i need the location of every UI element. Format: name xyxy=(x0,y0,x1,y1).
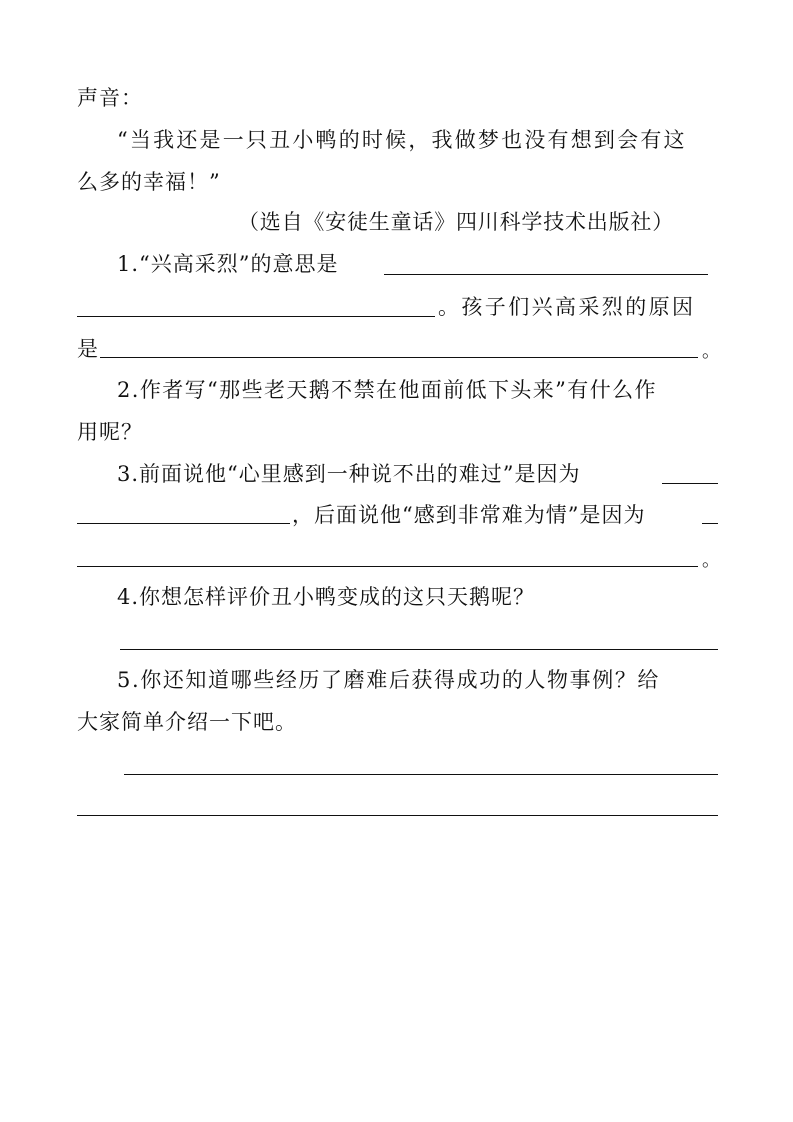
question-1-text: 1.“兴高采烈”的意思是 xyxy=(117,252,339,276)
question-4-answer-blank[interactable] xyxy=(120,649,718,650)
passage-line: 声音： xyxy=(77,86,143,110)
question-5-text: 大家简单介绍一下吧。 xyxy=(77,710,297,734)
passage-quote-line: “当我还是一只丑小鸭的时候，我做梦也没有想到会有这 xyxy=(117,128,687,152)
question-3-period: 。 xyxy=(702,550,720,571)
question-3-answer-blank-2[interactable] xyxy=(77,523,290,524)
question-1-answer-blank-3[interactable] xyxy=(100,357,698,358)
question-1-text: 。孩子们兴高采烈的原因 xyxy=(438,295,696,319)
question-1-period: 。 xyxy=(702,341,720,362)
question-3-answer-blank-3[interactable] xyxy=(702,523,718,524)
question-4-text: 4.你想怎样评价丑小鸭变成的这只天鹅呢？ xyxy=(117,585,536,609)
question-1-answer-blank-2[interactable] xyxy=(77,316,435,317)
question-3-answer-blank-1[interactable] xyxy=(662,483,718,484)
question-1-text: 是 xyxy=(77,337,99,361)
question-2-text: 用呢？ xyxy=(77,420,143,444)
question-5-text: 5.你还知道哪些经历了磨难后获得成功的人物事例？给 xyxy=(117,668,661,692)
question-3-text: 3.前面说他“心里感到一种说不出的难过”是因为 xyxy=(117,462,581,486)
question-5-answer-blank-1[interactable] xyxy=(124,774,718,775)
question-5-answer-blank-2[interactable] xyxy=(77,815,718,816)
question-1-answer-blank-1[interactable] xyxy=(384,274,708,275)
question-3-text: ，后面说他“感到非常难为情”是因为 xyxy=(292,503,646,527)
passage-quote-line: 么多的幸福！” xyxy=(77,170,221,194)
passage-source: （选自《安徒生童话》四川科学技术出版社） xyxy=(238,210,674,234)
question-2-text: 2.作者写“那些老天鹅不禁在他面前低下头来”有什么作 xyxy=(117,378,657,402)
question-3-answer-blank-4[interactable] xyxy=(77,566,698,567)
